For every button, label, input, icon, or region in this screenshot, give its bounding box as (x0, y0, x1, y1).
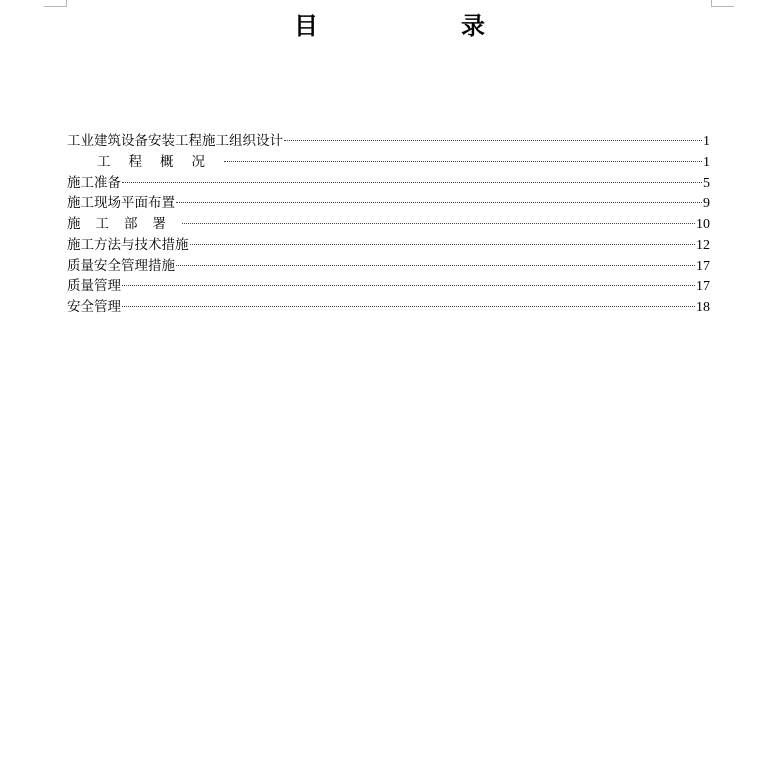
toc-page-number: 9 (703, 196, 710, 212)
toc-page-number: 18 (696, 300, 710, 315)
toc-title (0, 9, 778, 43)
toc-entry[interactable] (67, 152, 710, 173)
toc-entry-label: 质量管理 (67, 278, 121, 295)
toc-entry-label: 质量安全管理措施 (67, 257, 175, 274)
crop-mark-top-left (44, 0, 67, 7)
crop-mark-top-right (711, 0, 734, 7)
header-remnant (358, 0, 420, 3)
toc-dot-leader (182, 223, 695, 224)
toc-page-number: 17 (696, 279, 710, 295)
table-of-contents (67, 131, 710, 318)
toc-page-number: 10 (696, 217, 710, 232)
toc-page-number: 1 (703, 154, 710, 170)
toc-page-number: 1 (703, 134, 710, 149)
toc-dot-leader (176, 265, 695, 266)
toc-dot-leader (190, 244, 696, 245)
toc-title-char-2: 录 (461, 12, 485, 40)
toc-entry[interactable] (67, 214, 710, 235)
toc-entry[interactable] (67, 193, 710, 214)
toc-entry-label: 施工现场平面布置 (67, 195, 175, 212)
toc-dot-leader (122, 306, 695, 307)
toc-entry-label: 施工准备 (67, 174, 121, 191)
toc-page-number: 12 (696, 237, 710, 253)
toc-page-number: 17 (696, 258, 710, 274)
toc-entry[interactable] (67, 297, 710, 318)
toc-dot-leader (224, 161, 702, 162)
toc-dot-leader (176, 202, 702, 203)
toc-entry-label: 安全管理 (67, 299, 121, 315)
toc-entry[interactable] (67, 173, 710, 194)
toc-dot-leader (122, 182, 702, 183)
toc-entry-label: 施工部署 (67, 216, 181, 232)
toc-title-char-1: 目 (294, 12, 318, 40)
toc-entry-label: 工程概况 (97, 153, 223, 170)
toc-entry[interactable] (67, 131, 710, 152)
toc-page-number: 5 (703, 175, 710, 191)
toc-entry-label: 工业建筑设备安装工程施工组织设计 (67, 133, 283, 149)
toc-dot-leader (122, 285, 695, 286)
toc-entry[interactable] (67, 235, 710, 256)
toc-entry-label: 施工方法与技术措施 (67, 236, 189, 253)
toc-entry[interactable] (67, 256, 710, 277)
toc-dot-leader (284, 140, 702, 141)
toc-entry[interactable] (67, 276, 710, 297)
